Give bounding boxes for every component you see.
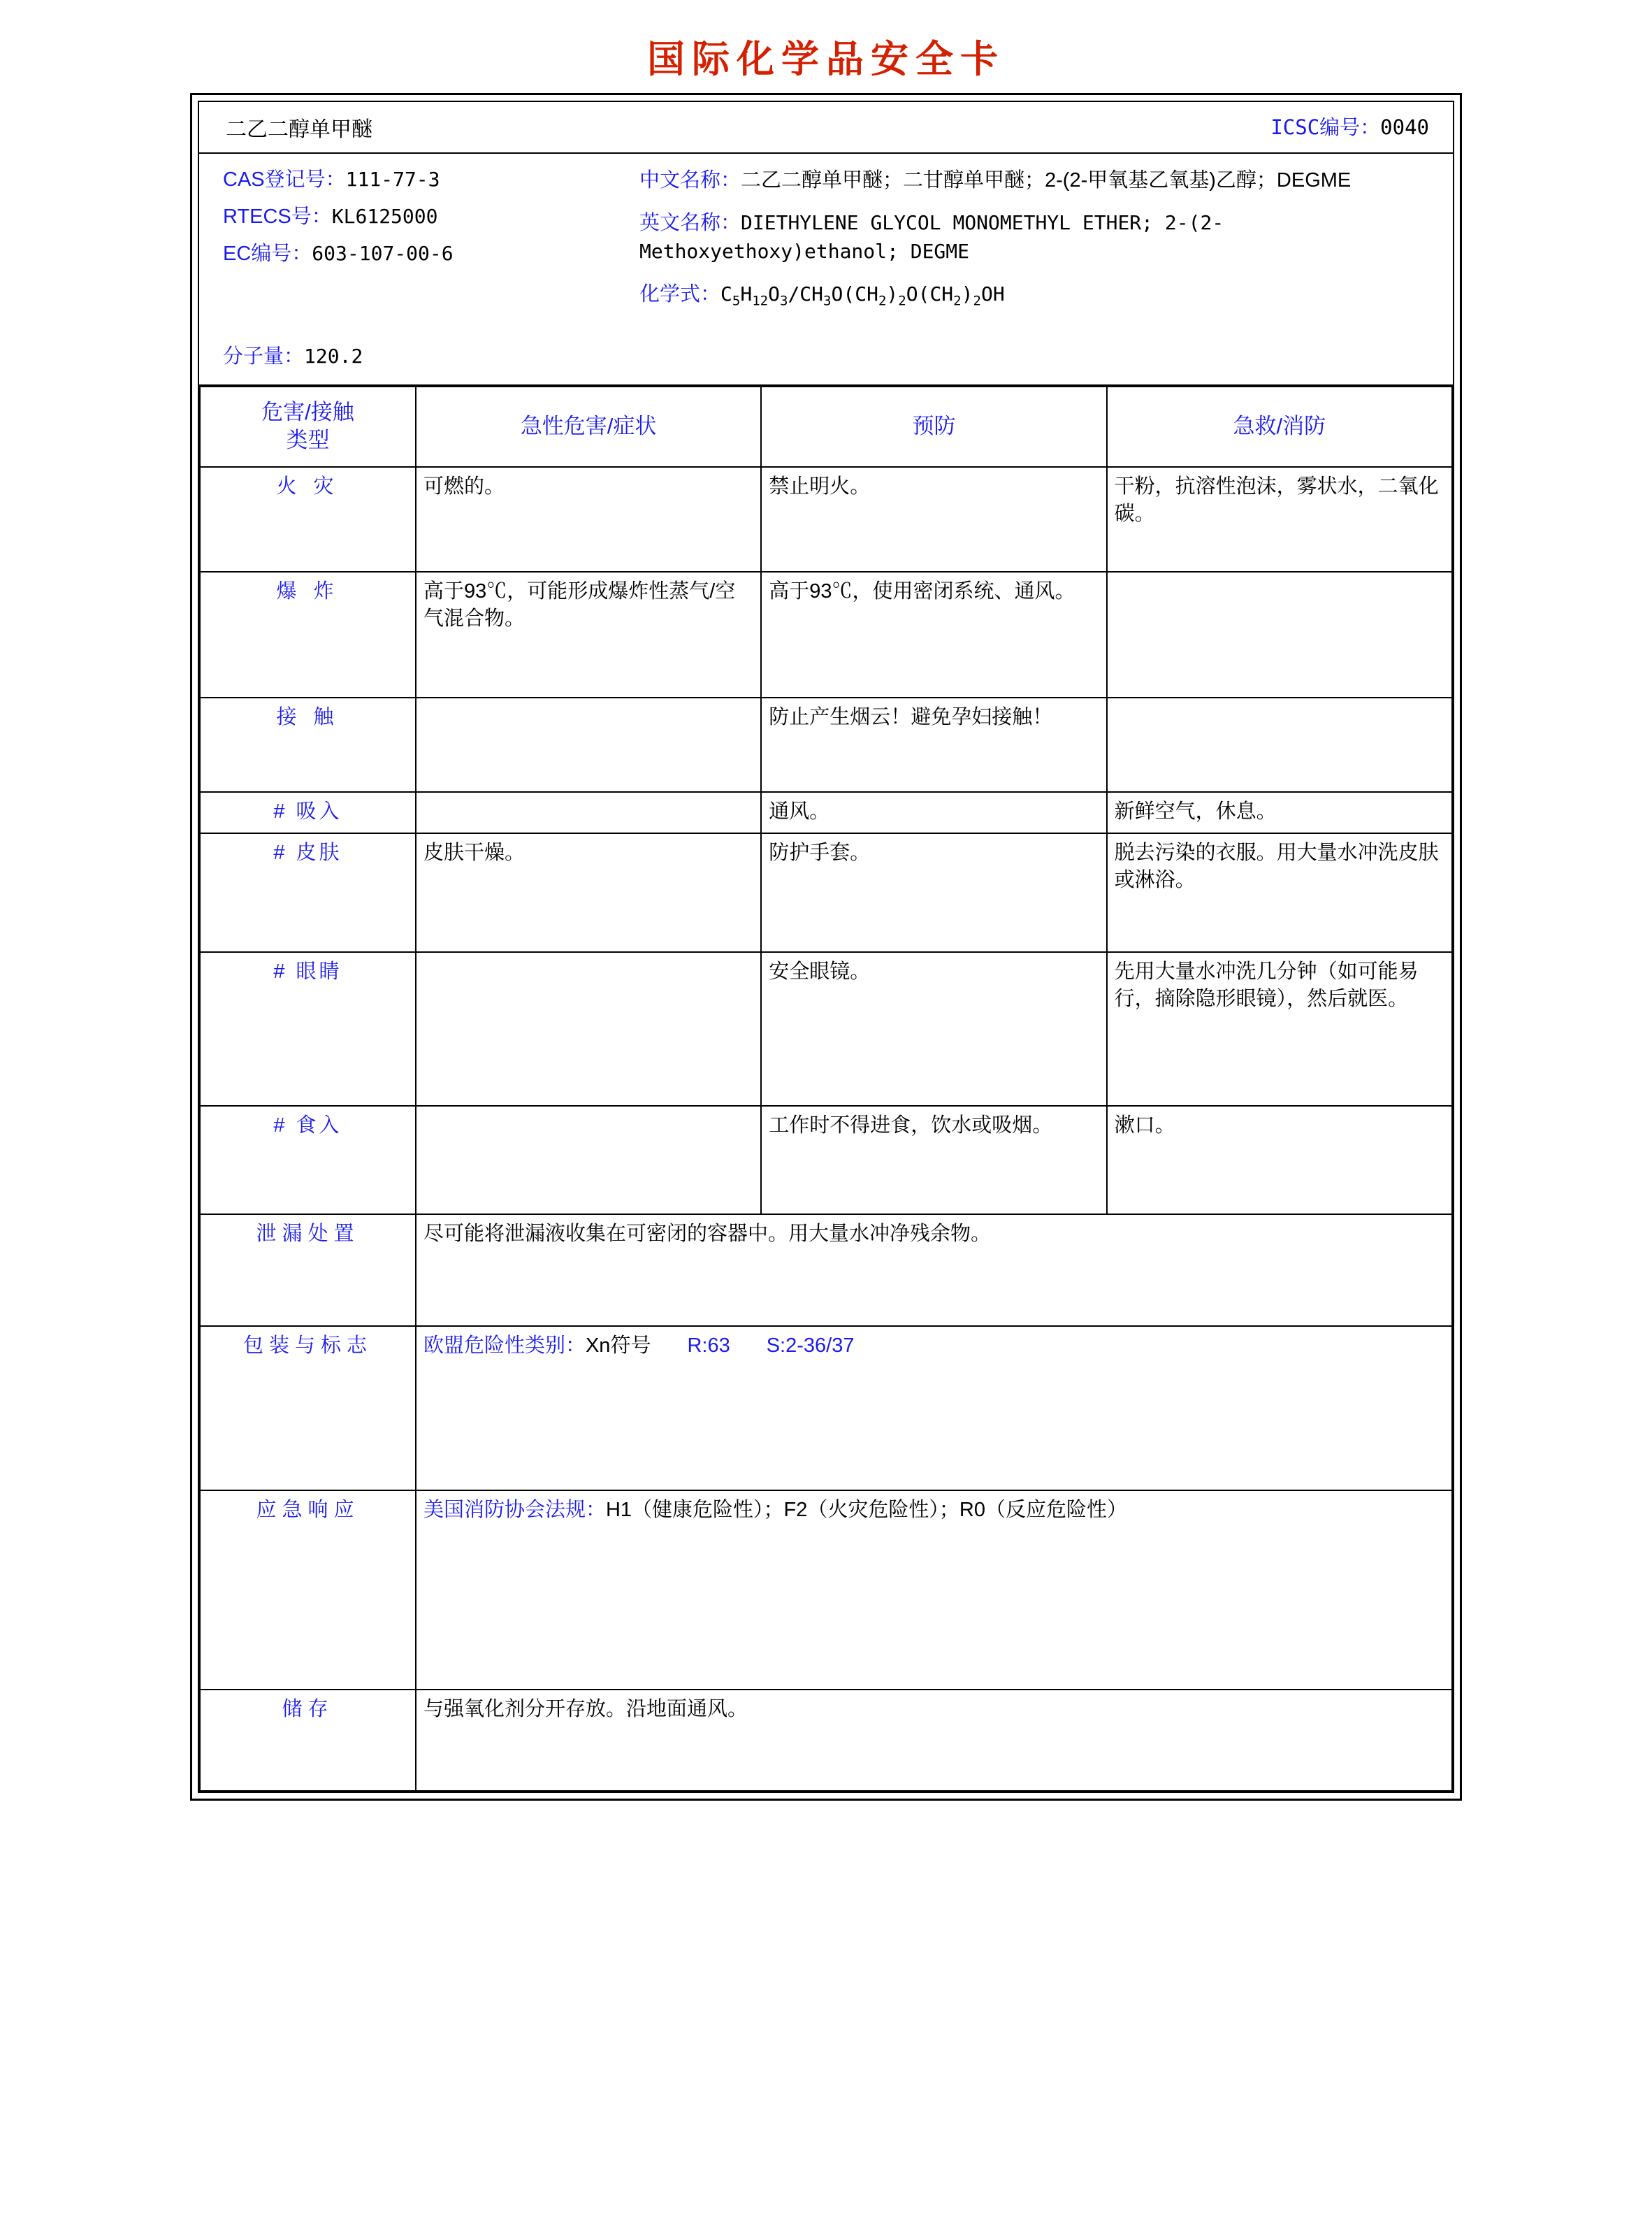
row-category-packaging: 包装与标志	[200, 1326, 416, 1490]
icsc-number: 0040	[1380, 115, 1429, 139]
cell-prevention-fire: 禁止明火。	[761, 467, 1106, 572]
cell-spill-text: 尽可能将泄漏液收集在可密闭的容器中。用大量水冲净残余物。	[416, 1214, 1452, 1326]
english-name-label: 英文名称：	[639, 212, 741, 235]
icsc-number-block	[1266, 102, 1453, 152]
cell-prevention-explosion: 高于93℃，使用密闭系统、通风。	[761, 572, 1106, 698]
formula-label: 化学式：	[639, 283, 721, 306]
header-hazard-type: 危害/接触 类型	[200, 387, 416, 467]
eu-class-label: 欧盟危险性类别：	[423, 1334, 586, 1357]
table-row	[200, 792, 1452, 833]
ec-value: 603-107-00-6	[312, 242, 454, 266]
cell-symptoms-eyes	[416, 952, 761, 1106]
chinese-name-label: 中文名称：	[639, 169, 741, 192]
cell-firstaid-inhalation: 新鲜空气，休息。	[1107, 792, 1452, 833]
chinese-name-line	[639, 166, 1436, 195]
row-category-eyes: # 眼睛	[200, 952, 416, 1106]
table-row	[200, 952, 1452, 1106]
header-firstaid: 急救/消防	[1107, 387, 1452, 467]
cell-storage-text: 与强氧化剂分开存放。沿地面通风。	[416, 1690, 1452, 1791]
cell-prevention-exposure: 防止产生烟云！避免孕妇接触！	[761, 698, 1106, 792]
cas-line	[223, 166, 625, 194]
table-row	[200, 698, 1452, 792]
cell-symptoms-ingestion	[416, 1106, 761, 1214]
cas-label: CAS登记号：	[223, 168, 346, 191]
molecular-weight-line	[223, 340, 363, 369]
ec-line	[223, 240, 625, 268]
cell-emergency-text	[416, 1490, 1452, 1690]
header-symptoms: 急性危害/症状	[416, 387, 761, 467]
row-category-exposure: 接 触	[200, 698, 416, 792]
rtecs-label: RTECS号：	[223, 206, 332, 229]
table-row	[200, 1106, 1452, 1214]
header-prevention: 预防	[761, 387, 1106, 467]
cell-symptoms-exposure	[416, 698, 761, 792]
r-phrase: R:63	[687, 1334, 730, 1357]
rtecs-line	[223, 203, 625, 231]
cell-firstaid-explosion	[1107, 572, 1452, 698]
cell-symptoms-fire: 可燃的。	[416, 467, 761, 572]
row-category-emergency: 应急响应	[200, 1490, 416, 1690]
cell-firstaid-eyes: 先用大量水冲洗几分钟（如可能易行，摘除隐形眼镜），然后就医。	[1107, 952, 1452, 1106]
cell-symptoms-skin: 皮肤干燥。	[416, 833, 761, 952]
identifier-left	[199, 154, 632, 384]
hazard-table	[199, 386, 1453, 1792]
molecular-weight-value: 120.2	[304, 345, 363, 368]
row-category-ingestion: # 食入	[200, 1106, 416, 1214]
identifier-block	[199, 154, 1453, 386]
row-category-storage: 储存	[200, 1690, 416, 1791]
page-title: 国际化学品安全卡	[647, 38, 1005, 80]
card-header	[199, 102, 1453, 154]
identifier-right	[632, 154, 1453, 384]
emergency-row	[200, 1490, 1452, 1690]
formula-value: $C_5H_{12}O_3/CH_3O(CH_2)_2O(CH_2)_2OH$	[720, 282, 1005, 309]
cell-prevention-skin: 防护手套。	[761, 833, 1106, 952]
cas-value: 111-77-3	[345, 168, 440, 191]
row-category-spill: 泄漏处置	[200, 1214, 416, 1326]
table-row	[200, 833, 1452, 952]
cell-symptoms-explosion: 高于93℃，可能形成爆炸性蒸气/空气混合物。	[416, 572, 761, 698]
table-header-row	[200, 387, 1452, 467]
cell-prevention-inhalation: 通风。	[761, 792, 1106, 833]
substance-name: 二乙二醇单甲醚	[226, 118, 372, 141]
storage-row	[200, 1690, 1452, 1791]
spill-row	[200, 1214, 1452, 1326]
cell-firstaid-exposure	[1107, 698, 1452, 792]
english-name-line	[639, 209, 1436, 266]
nfpa-value: H1（健康危险性）；F2（火灾危险性）；R0（反应危险性）	[605, 1498, 1127, 1521]
s-phrase: S:2-36/37	[766, 1334, 855, 1357]
safety-card	[190, 93, 1462, 1801]
english-name-value: DIETHYLENE GLYCOL MONOMETHYL ETHER; 2-(2-Methoxyethoxy)ethanol; DEGME	[639, 211, 1224, 264]
table-row	[200, 572, 1452, 698]
cell-prevention-ingestion: 工作时不得进食，饮水或吸烟。	[761, 1106, 1106, 1214]
cell-firstaid-fire: 干粉，抗溶性泡沫，雾状水，二氧化碳。	[1107, 467, 1452, 572]
icsc-label: ICSC编号：	[1270, 115, 1381, 139]
packaging-row	[200, 1326, 1452, 1490]
row-category-skin: # 皮肤	[200, 833, 416, 952]
rtecs-value: KL6125000	[331, 205, 438, 229]
eu-class-value: Xn符号	[585, 1334, 651, 1357]
table-row	[200, 467, 1452, 572]
cell-packaging-text	[416, 1326, 1452, 1490]
row-category-explosion: 爆 炸	[200, 572, 416, 698]
formula-line	[639, 280, 1436, 311]
cell-symptoms-inhalation	[416, 792, 761, 833]
ec-label: EC编号：	[223, 243, 312, 266]
safety-card-inner	[198, 101, 1454, 1793]
cell-firstaid-skin: 脱去污染的衣服。用大量水冲洗皮肤或淋浴。	[1107, 833, 1452, 952]
row-category-inhalation: # 吸入	[200, 792, 416, 833]
cell-firstaid-ingestion: 漱口。	[1107, 1106, 1452, 1214]
molecular-weight-label: 分子量：	[223, 345, 305, 368]
cell-prevention-eyes: 安全眼镜。	[761, 952, 1106, 1106]
chinese-name-value: 二乙二醇单甲醚；二甘醇单甲醚；2-(2-甲氧基乙氧基)乙醇；DEGME	[741, 169, 1352, 192]
row-category-fire: 火 灾	[200, 467, 416, 572]
nfpa-label: 美国消防协会法规：	[423, 1498, 606, 1521]
